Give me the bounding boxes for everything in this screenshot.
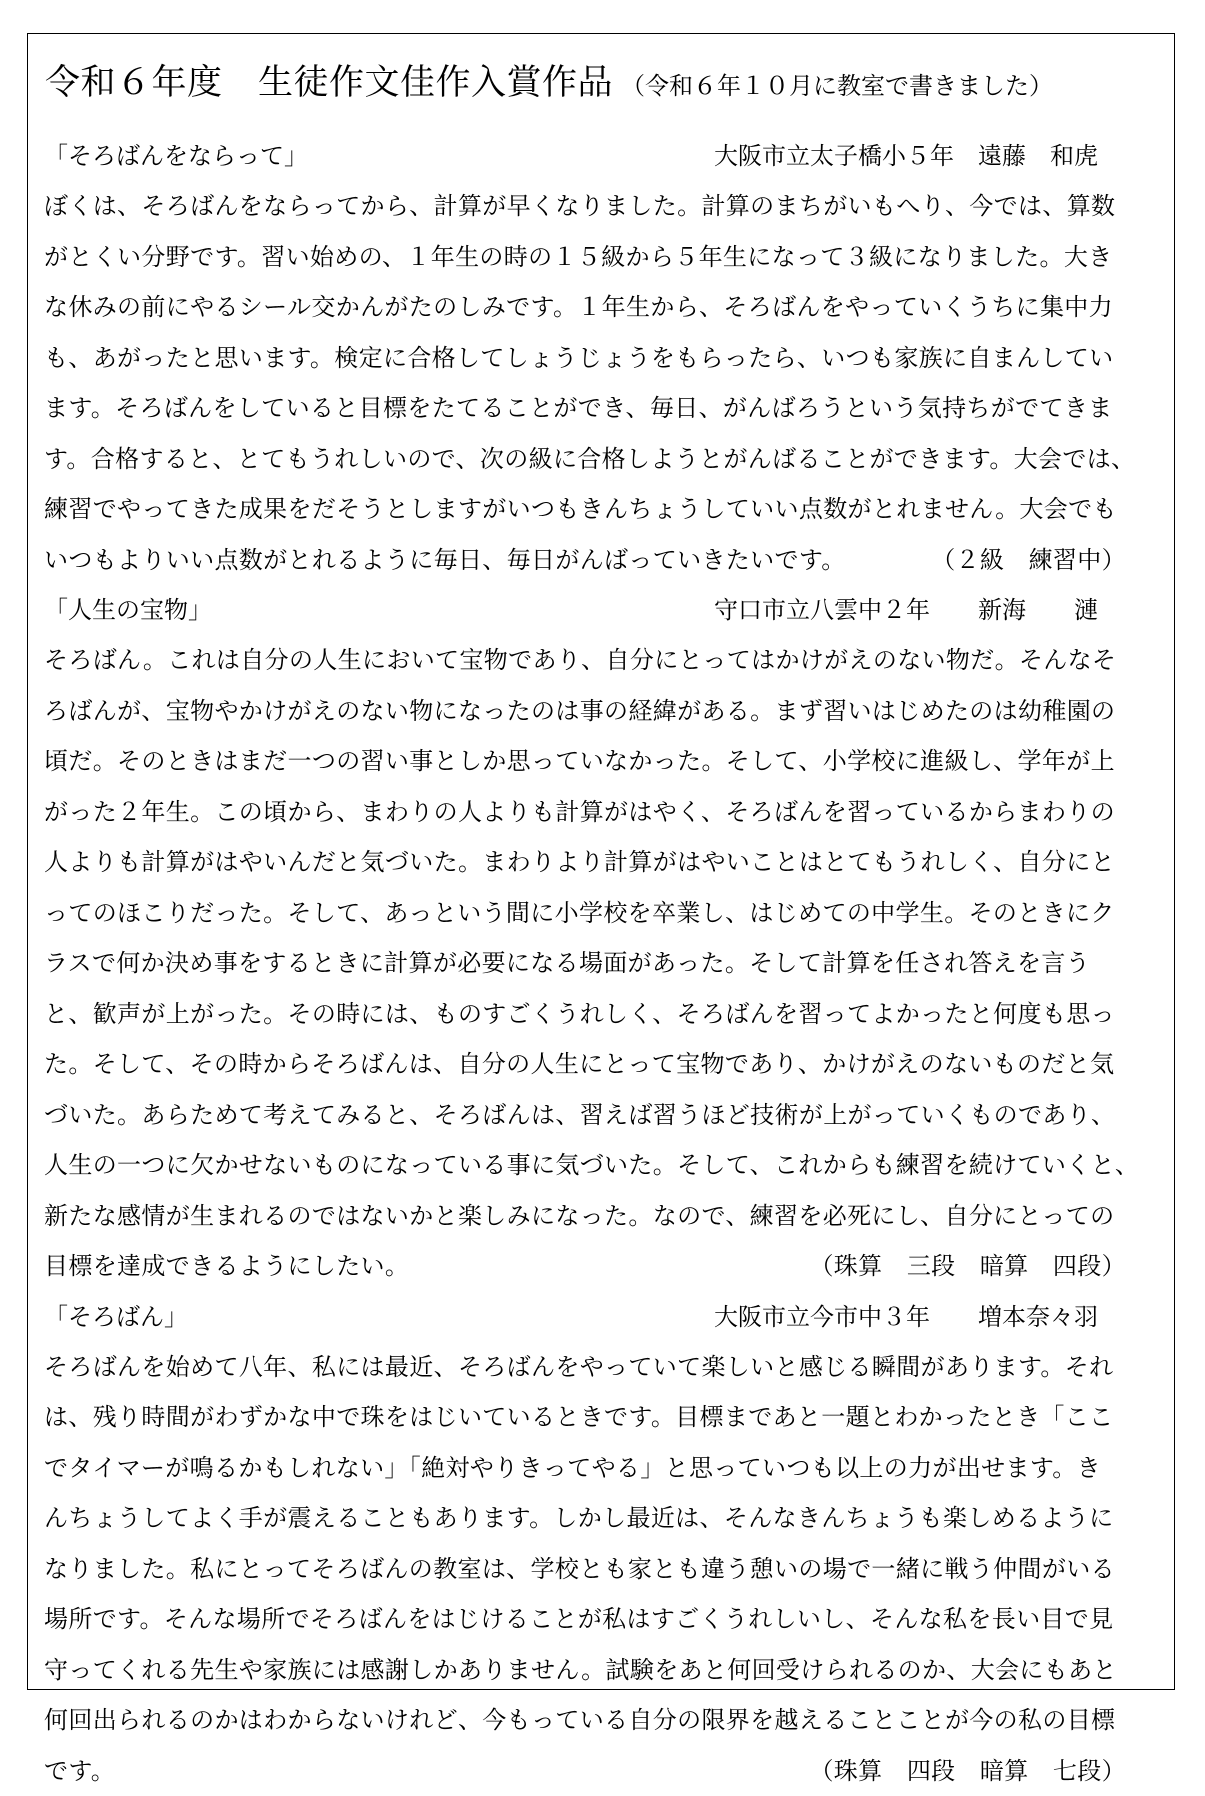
essay-text: ぼくは、そろばんをならってから、計算が早くなりました。計算のまちがいもへり、今では、算数 [44,192,1115,220]
essay-text-line [44,1191,1164,1242]
essay-title: 「人生の宝物」 [44,585,212,635]
essay-text: です。 [44,1757,115,1785]
essay-text: ろばんが、宝物やかけがえのない物になったのは事の経緯がある。まず習いはじめたのは幼稚園の [44,697,1115,725]
essay-text: す。合格すると、とてもうれしいので、次の級に合格しようとがんばることができます。大会では、 [44,445,1135,473]
essay-text: なりました。私にとってそろばんの教室は、学校とも家とも違う憩いの場で一緒に戦う仲間がいる [44,1555,1115,1583]
essay-text-line [44,1544,1164,1595]
essay-text-line [44,686,1164,737]
essay [44,131,1164,585]
essay-text: 新たな感情が生まれるのではないかと楽しみになった。なので、練習を必死にし、自分にとっての [44,1202,1114,1230]
essay-text: づいた。あらためて考えてみると、そろばんは、習えば習うほど技術が上がっていくものであり、 [44,1101,1115,1129]
essay-text: と、歓声が上がった。その時には、ものすごくうれしく、そろばんを習ってよかったと何度も思っ [44,1000,1115,1028]
essay-author: 大阪市立今市中３年 増本奈々羽 [714,1292,1098,1342]
essay-text-line [44,232,1164,283]
essay-header [44,585,1164,635]
essay-title: 「そろばんをならって」 [44,131,308,181]
essay-text: そろばんを始めて八年、私には最近、そろばんをやっていて楽しいと感じる瞬間があります。それ [44,1353,1113,1381]
essay-text-line [44,1493,1164,1544]
essay-text: 守ってくれる先生や家族には感謝しかありません。試験をあと何回受けられるのか、大会にもあと [44,1656,1117,1684]
document-title: 令和６年度 生徒作文佳作入賞作品 [45,58,613,108]
essay-text: ラスで何か決め事をするときに計算が必要になる場面があった。そして計算を任され答えを言う [44,949,1090,977]
essay-text: がった２年生。この頃から、まわりの人よりも計算がはやく、そろばんを習っているからまわりの [44,798,1115,826]
essay-text: 人生の一つに欠かせないものになっている事に気づいた。そして、これからも練習を続けていくと、 [44,1151,1139,1179]
essay-text: 頃だ。そのときはまだ一つの習い事としか思っていなかった。そして、小学校に進級し、学年が上 [44,747,1115,775]
essay-text: 目標を達成できるようにしたい。 [44,1252,409,1280]
essay-text-line [44,1392,1164,1443]
essay-text: 何回出られるのかはわからないけれど、今もっている自分の限界を越えることことが今の私の目標 [44,1706,1115,1734]
essay-text: た。そして、その時からそろばんは、自分の人生にとって宝物であり、かけがえのないものだと気 [44,1050,1114,1078]
essay-text: 人よりも計算がはやいんだと気づいた。まわりより計算がはやいことはとてもうれしく、自分にと [44,848,1115,876]
essay-header [44,131,1164,181]
essay-text-line [44,484,1164,535]
essay-text-line [44,1140,1164,1191]
essay-text-line [44,282,1164,333]
essay-text-line [44,1241,1164,1292]
essay-text-line [44,938,1164,989]
essay-text: がとくい分野です。習い始めの、１年生の時の１５級から５年生になって３級になりました。大き [44,243,1113,271]
essay-text-line [44,434,1164,485]
essay-text: ってのほこりだった。そして、あっという間に小学校を卒業し、はじめての中学生。そのときにク [44,899,1115,927]
essay-rank: （珠算 三段 暗算 四段） [809,1241,1126,1292]
essay [44,1292,1164,1796]
essay-text: は、残り時間がわずかな中で珠をはじいているときです。目標まであと一題とわかったとき「ここ [44,1403,1113,1431]
essay-header [44,1292,1164,1342]
essay-text-line [44,1746,1164,1796]
essay-text: そろばん。これは自分の人生において宝物であり、自分にとってはかけがえのない物だ。そんなそ [44,646,1116,674]
essay-text-line [44,1090,1164,1141]
essay-text-line [44,535,1164,586]
essay-text: でタイマーが鳴るかもしれない」「絶対やりきってやる」と思っていつも以上の力が出せます。き [44,1454,1101,1482]
essay-rank: （２級 練習中） [931,535,1126,586]
essay-text-line [44,837,1164,888]
essay-text: んちょうしてよく手が震えることもあります。しかし最近は、そんなきんちょうも楽しめるように [44,1504,1113,1532]
essay-text: も、あがったと思います。検定に合格してしょうじょうをもらったら、いつも家族に自まんしてい [44,344,1113,372]
essay-text: 練習でやってきた成果をだそうとしますがいつもきんちょうしていい点数がとれません。大会でも [44,495,1117,523]
essay-text-line [44,1645,1164,1696]
essay-rank: （珠算 四段 暗算 七段） [809,1746,1126,1796]
essay-text-line [44,1594,1164,1645]
document-subtitle: （令和６年１０月に教室で書きました） [621,61,1053,111]
essay-text-line [44,1039,1164,1090]
essay-text-line [44,989,1164,1040]
essay-text-line [44,1342,1164,1393]
essay-text: いつもよりいい点数がとれるように毎日、毎日がんばっていきたいです。 [44,546,846,574]
document-header [45,58,1053,108]
essay-text: な休みの前にやるシール交かんがたのしみです。１年生から、そろばんをやっていくうちに集中力 [44,293,1113,321]
essay-author: 大阪市立太子橋小５年 遠藤 和虎 [714,131,1098,181]
essay-text-line [44,787,1164,838]
essay-text-line [44,635,1164,686]
essay-text-line [44,1443,1164,1494]
essay-text-line [44,333,1164,384]
essay-text-line [44,181,1164,232]
essay-text: ます。そろばんをしていると目標をたてることができ、毎日、がんばろうという気持ちがでてきま [44,394,1113,422]
essay-text: 場所です。そんな場所でそろばんをはじけることが私はすごくうれしいし、そんな私を長い目で見 [44,1605,1113,1633]
essay-text-line [44,1695,1164,1746]
essay-text-line [44,383,1164,434]
essay-text-line [44,888,1164,939]
essay-list [44,131,1164,1796]
essay [44,585,1164,1292]
essay-title: 「そろばん」 [44,1292,188,1342]
essay-author: 守口市立八雲中２年 新海 漣 [714,585,1098,635]
essay-text-line [44,736,1164,787]
